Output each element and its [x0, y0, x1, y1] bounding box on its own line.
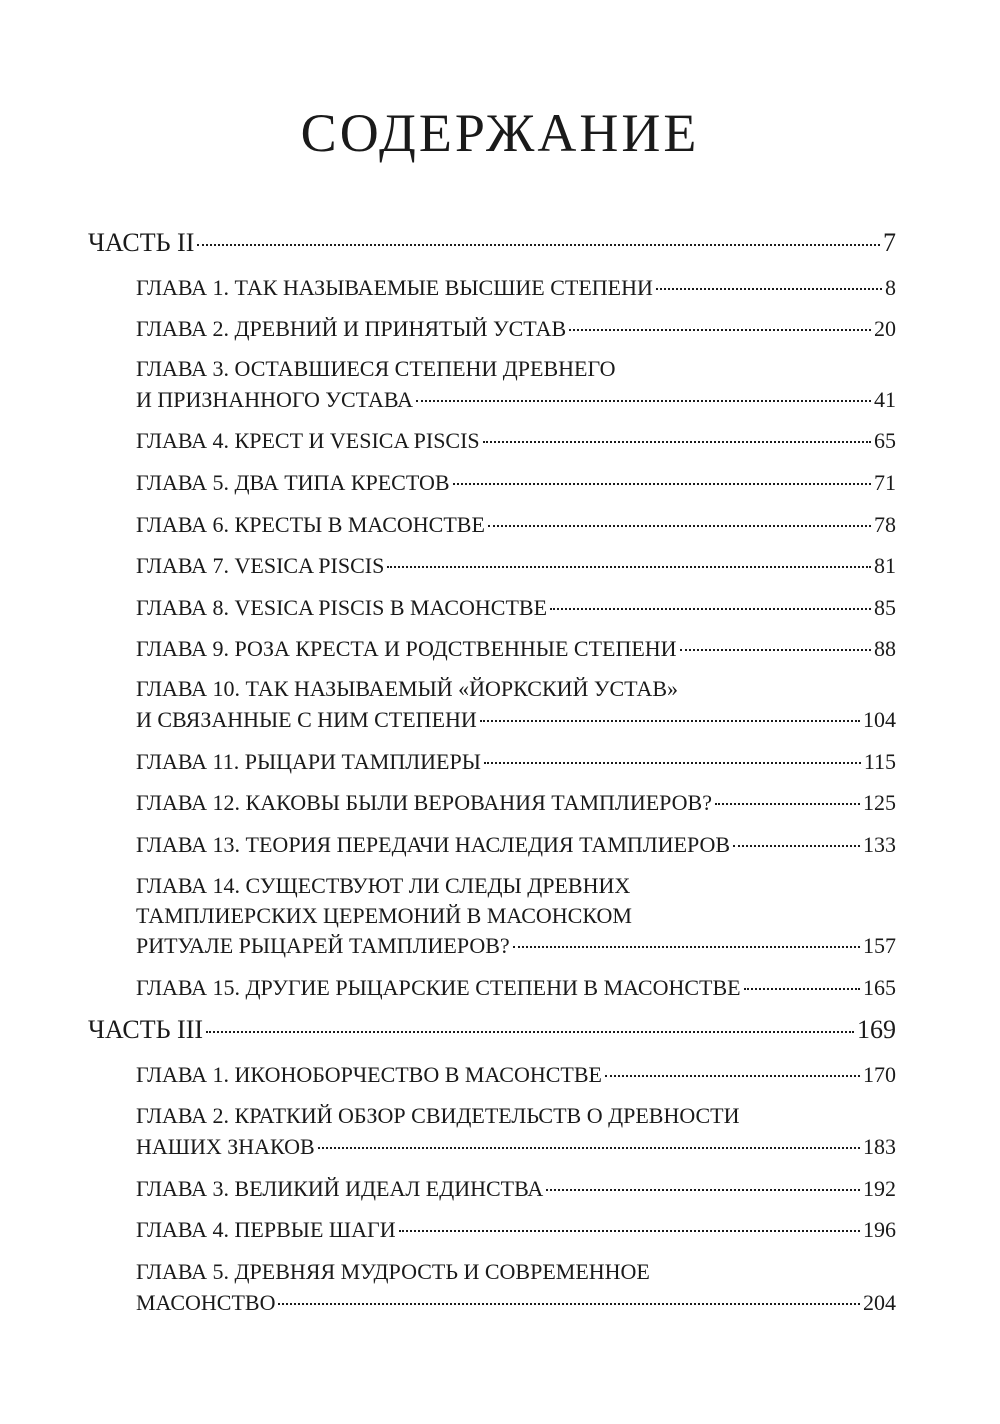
dot-leader [605, 1075, 860, 1077]
chapter-label: ГЛАВА 4. КРЕСТ И VESICA PISCIS [136, 428, 480, 453]
toc-chapter[interactable] [136, 1062, 896, 1088]
chapter-label-line: ГЛАВА 10. ТАК НАЗЫВАЕМЫЙ «ЙОРКСКИЙ УСТАВ» [136, 676, 679, 701]
chapter-label: МАСОНСТВО [136, 1290, 276, 1315]
dot-leader [513, 946, 860, 948]
toc-chapter[interactable] [136, 387, 896, 413]
dot-leader [484, 762, 861, 764]
page-number: 165 [863, 975, 896, 1000]
page-number: 157 [863, 933, 896, 958]
chapter-label-line: ГЛАВА 5. ДРЕВНЯЯ МУДРОСТЬ И СОВРЕМЕННОЕ [136, 1259, 650, 1284]
chapter-label: НАШИХ ЗНАКОВ [136, 1134, 315, 1159]
toc-chapter[interactable] [136, 275, 896, 301]
dot-leader [399, 1230, 860, 1232]
page-number: 104 [863, 707, 896, 732]
dot-leader [550, 608, 871, 610]
dot-leader [480, 720, 860, 722]
chapter-label-line: ТАМПЛИЕРСКИХ ЦЕРЕМОНИЙ В МАСОНСКОМ [136, 903, 632, 928]
dot-leader [680, 649, 871, 651]
toc-chapter[interactable] [136, 1176, 896, 1202]
chapter-label: ГЛАВА 6. КРЕСТЫ В МАСОНСТВЕ [136, 512, 485, 537]
chapter-label: ГЛАВА 2. ДРЕВНИЙ И ПРИНЯТЫЙ УСТАВ [136, 316, 567, 341]
chapter-label: ГЛАВА 4. ПЕРВЫЕ ШАГИ [136, 1217, 396, 1242]
dot-leader [197, 244, 880, 246]
page-number: 196 [863, 1217, 896, 1242]
part-label: ЧАСТЬ II [88, 228, 195, 257]
dot-leader [387, 566, 871, 568]
dot-leader [206, 1031, 854, 1033]
dot-leader [715, 803, 860, 805]
page-number: 78 [874, 512, 896, 537]
page-number: 85 [874, 595, 896, 620]
toc-chapter[interactable] [136, 1134, 896, 1160]
toc-chapter[interactable] [136, 707, 896, 733]
toc-chapter[interactable] [136, 512, 896, 538]
chapter-label: ГЛАВА 11. РЫЦАРИ ТАМПЛИЕРЫ [136, 749, 481, 774]
chapter-label: ГЛАВА 12. КАКОВЫ БЫЛИ ВЕРОВАНИЯ ТАМПЛИЕРОВ? [136, 790, 712, 815]
part-label: ЧАСТЬ III [88, 1015, 204, 1044]
toc-chapter[interactable] [136, 428, 896, 454]
chapter-label: ГЛАВА 8. VESICA PISCIS В МАСОНСТВЕ [136, 595, 548, 620]
toc-part-3[interactable] [88, 1015, 896, 1045]
dot-leader [483, 441, 871, 443]
toc-chapter[interactable] [136, 595, 896, 621]
dot-leader [733, 845, 860, 847]
toc-chapter[interactable] [136, 636, 896, 662]
page-number: 65 [874, 428, 896, 453]
dot-leader [278, 1303, 860, 1305]
dot-leader [488, 525, 871, 527]
toc-chapter[interactable] [136, 1217, 896, 1243]
page-number: 192 [863, 1176, 896, 1201]
page-number: 71 [874, 470, 896, 495]
toc-part-2[interactable] [88, 228, 896, 258]
chapter-label-line: ГЛАВА 3. ОСТАВШИЕСЯ СТЕПЕНИ ДРЕВНЕГО [136, 356, 616, 381]
toc-chapter[interactable] [136, 832, 896, 858]
chapter-label: ГЛАВА 7. VESICA PISCIS [136, 553, 385, 578]
toc-chapter[interactable] [136, 316, 896, 342]
toc-chapter[interactable] [136, 790, 896, 816]
chapter-label: РИТУАЛЕ РЫЦАРЕЙ ТАМПЛИЕРОВ? [136, 933, 510, 958]
toc-chapter[interactable] [136, 553, 896, 579]
dot-leader [416, 400, 871, 402]
page-number: 204 [863, 1290, 896, 1315]
chapter-label: ГЛАВА 15. ДРУГИЕ РЫЦАРСКИЕ СТЕПЕНИ В МАСОНСТВЕ [136, 975, 741, 1000]
toc-chapter[interactable] [136, 749, 896, 775]
page-number: 41 [874, 387, 896, 412]
page-number: 20 [874, 316, 896, 341]
page-number: 115 [863, 749, 896, 774]
dot-leader [453, 483, 871, 485]
dot-leader [744, 988, 860, 990]
chapter-label: ГЛАВА 5. ДВА ТИПА КРЕСТОВ [136, 470, 450, 495]
chapter-label: ГЛАВА 1. ИКОНОБОРЧЕСТВО В МАСОНСТВЕ [136, 1062, 602, 1087]
chapter-label: И СВЯЗАННЫЕ С НИМ СТЕПЕНИ [136, 707, 477, 732]
dot-leader [318, 1147, 860, 1149]
page-title: СОДЕРЖАНИЕ [300, 103, 700, 163]
page-number: 8 [885, 275, 896, 300]
chapter-label: ГЛАВА 13. ТЕОРИЯ ПЕРЕДАЧИ НАСЛЕДИЯ ТАМПЛИЕРОВ [136, 832, 731, 857]
toc-chapter[interactable] [136, 1290, 896, 1316]
chapter-label-line: ГЛАВА 2. КРАТКИЙ ОБЗОР СВИДЕТЕЛЬСТВ О ДРЕВНОСТИ [136, 1103, 740, 1128]
toc-chapter[interactable] [136, 470, 896, 496]
page-number: 81 [874, 553, 896, 578]
page-number: 133 [863, 832, 896, 857]
toc-chapter[interactable] [136, 975, 896, 1001]
chapter-label: И ПРИЗНАННОГО УСТАВА [136, 387, 414, 412]
page-number: 7 [883, 228, 896, 257]
chapter-label: ГЛАВА 1. ТАК НАЗЫВАЕМЫЕ ВЫСШИЕ СТЕПЕНИ [136, 275, 653, 300]
page-number: 88 [874, 636, 896, 661]
page-number: 125 [863, 790, 896, 815]
chapter-label: ГЛАВА 3. ВЕЛИКИЙ ИДЕАЛ ЕДИНСТВА [136, 1176, 544, 1201]
page-number: 183 [863, 1134, 896, 1159]
chapter-label-line: ГЛАВА 14. СУЩЕСТВУЮТ ЛИ СЛЕДЫ ДРЕВНИХ [136, 873, 631, 898]
toc-chapter[interactable] [136, 933, 896, 959]
dot-leader [546, 1189, 860, 1191]
dot-leader [656, 288, 882, 290]
dot-leader [569, 329, 871, 331]
page-number: 170 [863, 1062, 896, 1087]
chapter-label: ГЛАВА 9. РОЗА КРЕСТА И РОДСТВЕННЫЕ СТЕПЕНИ [136, 636, 677, 661]
page-number: 169 [857, 1015, 896, 1044]
